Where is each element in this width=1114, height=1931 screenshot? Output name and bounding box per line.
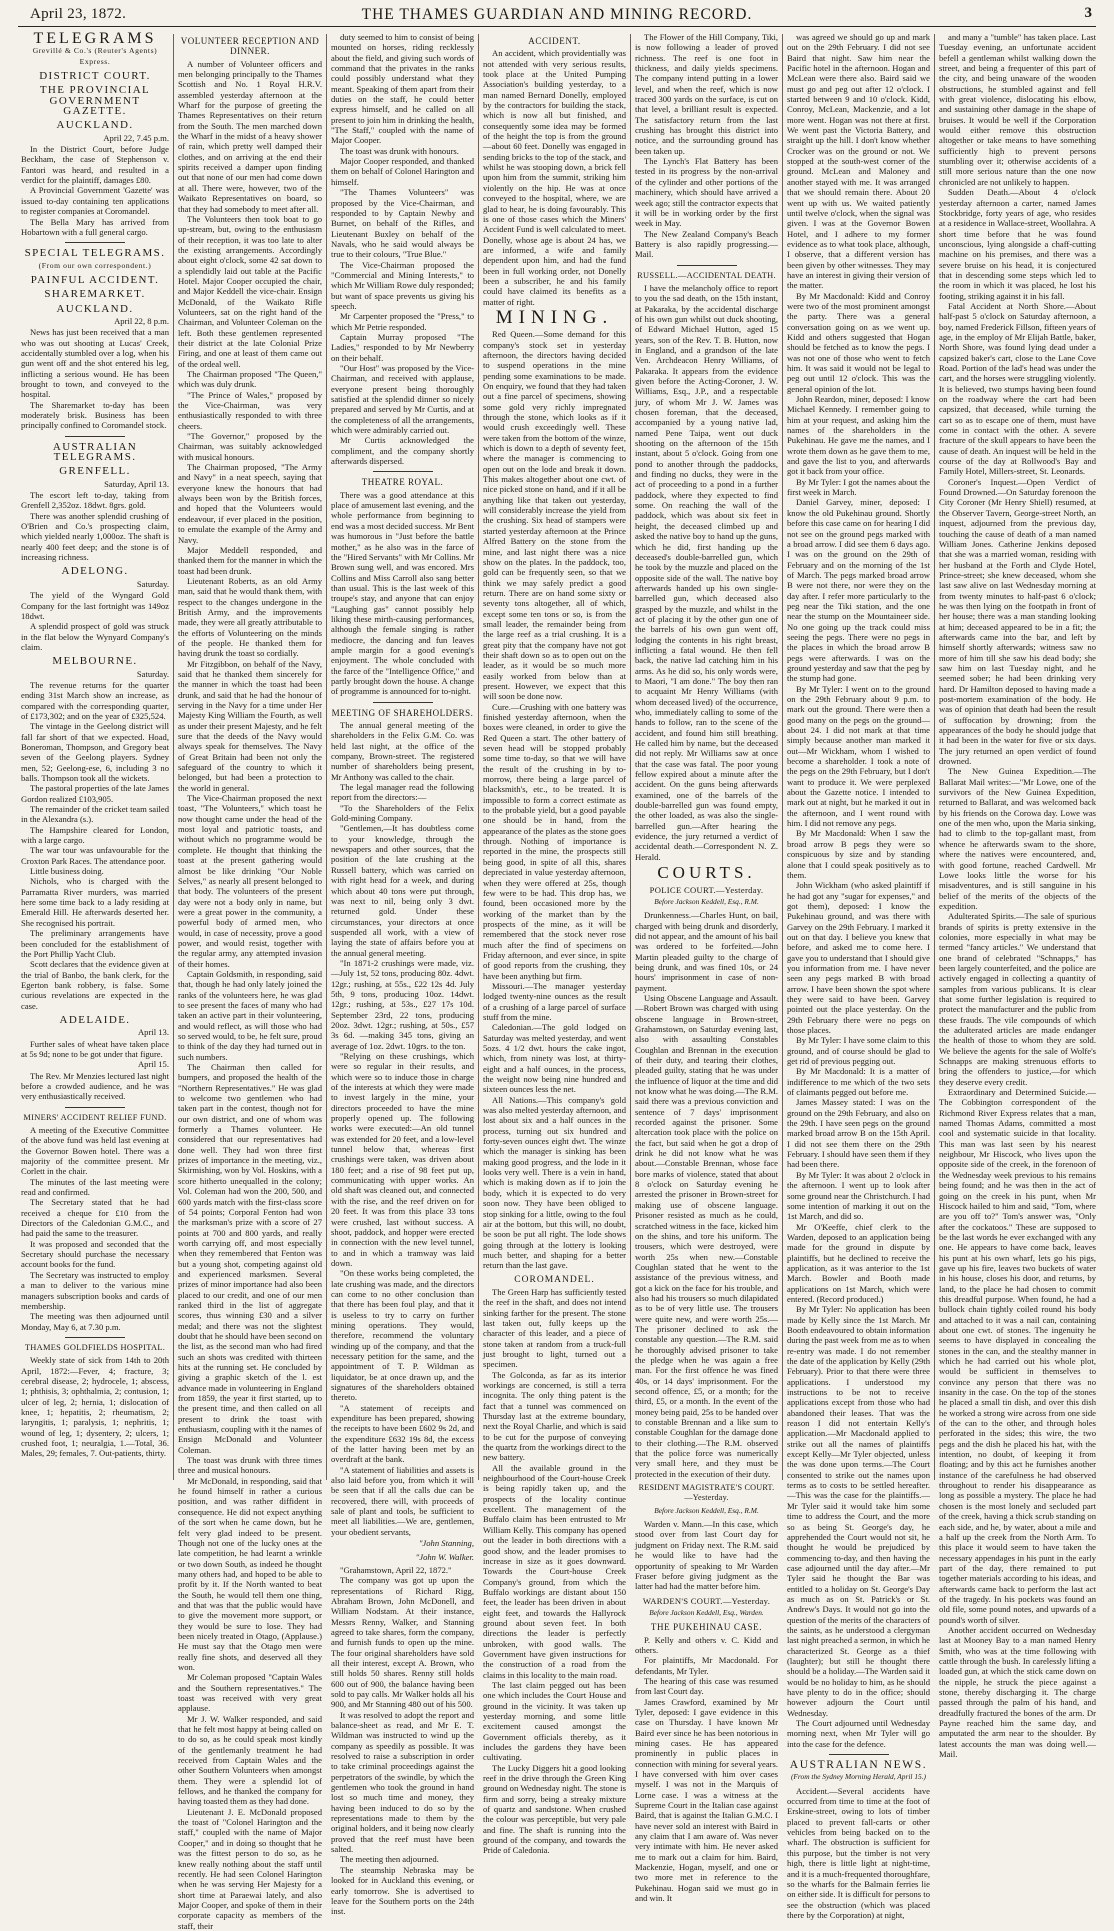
article-paragraph: Lieutenant Roberts, as an old Army man, said that he would thank them, with respect to the changes undergone in the British Army, and the improvements made, they were all greatly attributable to the efforts of Volunteering on the minds of the people. He thanked them for having drunk the toast so cordially. [178, 575, 322, 659]
signature: "John W. Walker. [415, 1551, 474, 1562]
article-paragraph: There was a good attendance at this place of amusement last evening, and the whole performance from beginning to end was a most decided success. Mr Bent was humorous in "Just before the battle mother," as he also was in the farce of the "Hired Servants" with Mr Collins. Mr Brown sung well, and was encored. Mrs Collins and Miss Carroll also sang better than usual. This is the last week of this troupe's stay, and anyone that can enjoy "Laughing gas" cannot possibly help liking these mirth-causing performances, although the female singing is rather mediocre, the dancing and fun leaves ample margin for a good evening's enjoyment. The whole concluded with the farce of the "Intelligence Office," and partly brought down the house. A change of programme is announced for to-night. [331, 489, 474, 697]
dateline: Saturday, April 13. [104, 478, 169, 489]
article-paragraph: All the available ground in the neighbourhood of the Court-house Creek is being rapidly taken up, and the prospects of the locality continue excellent. The management of the Buffalo claim has been entrusted to Mr William Kelly. This company has opened out the leader in both directions with a good show, and the leader promises to increase in size as it goes downward. Towards the Court-house Creek Company's ground, from which the Buffalo workings are distant about 150 feet, the leader has been driven in about eight feet, and towards the Hallyrock ground about seven feet. In both directions the leader is perfectly unbroken, with good walls. The Government have given instructions for the construction of a road from the claims in this locality to the main road. [483, 1462, 626, 1680]
article-paragraph: By Mr Tyler: No application has been made by Kelly since the 1st March. Mr Booth endeavoured to obtain information during the past week from me as to when re-entry was made. I do not remember the date of the application by Kelly (29th February). Prior to that there were three applications. I understood my instructions to be not to receive applications except from those who had abandoned their leases. That was the reason I did not entertain Kelly's application.—Mr Macdonald applied to strike out all the names of plaintiffs except Kelly—Mr Tyler objected, unless the was done upon terms.—The Court consented to strike out the names upon terms as to costs to be settled hereafter.—This was the case for the plaintiffs.—Mr Tyler said it would take him some time to address the Court, and the more so as being St. George's day, he apprehended the Court would not sit, he thought he would be prejudiced by commencing to-day, and then having the case adjourned until the day after.—Mr Tyler said he thought the Bar was entitled to a holiday on St. George's Day as much as on St. Patrick's or St. Andrew's Days. It would not go into the question of the merits of the characters of the saints, as he understood a clergyman last night preached a sermon, in which he characterized St. George as a thief (laughter); but still he thought there should be a holiday.—The Warden said it would be no holiday to him, as he should have plenty to do in the office; should however adjourn the Court until Wednesday. [787, 1304, 930, 1718]
column-rule [326, 34, 327, 1480]
article-paragraph: Missouri.—The manager yesterday lodged twenty-nine ounces as the result of a crushing of a large parcel of surface stuff from the mine. [483, 980, 626, 1022]
article-paragraph: By Mr Macdonald: Kidd and Conroy were two of the most prominent amongst the party. There was a general conversation going on as we went up. Kidd and others suggested that Hogan should be fetched as to know the pegs. I was not one of those who went to fetch him. It was said it would not be legal to peg out until 12 o'clock. This was the general opinion of the lot. [787, 290, 930, 394]
signature: "John Stanning, [418, 1538, 474, 1549]
column-rule [173, 34, 174, 1480]
magistrate-line: Before Jackson Keddell, Esq., R.M. [654, 896, 759, 906]
divider [65, 1107, 125, 1108]
article-paragraph: Caledonian.—The gold lodged on Saturday was melted yesterday, and went 5ozs. 4 1/2 dwt. hours the cake ingot, which, from ninety was lost, at thirty-eight and a half ounces, in the process, the weight now being nine hundred and sixteen ounces less the net. [483, 1022, 626, 1095]
article-paragraph: Mr Coleman proposed "Captain Wales and the Southern representatives." The toast was received with very great applause. [178, 1672, 322, 1714]
article-paragraph: "Grahamstown, April 22, 1872." [340, 1564, 452, 1575]
article-paragraph: Mr O'Keeffe, chief clerk to the Warden, deposed to an application being made for the ground in dispute by plaintiffs, but he declined to receive the application, as it was anterior to the 1st March. Bowler and Booth made applications on 1st March, which were entered. (Record produced.) [787, 1221, 930, 1304]
news-source: (From the Sydney Morning Herald, April 15.) [790, 1772, 927, 1782]
article-paragraph: The Lynch's Flat Battery has been tested in its progress by the non-arrival of the cylinder and other portions of the machinery, which should have arrived a week ago; still the contractor expects that it will be in working order by the first week in May. [635, 156, 778, 229]
column-7 [939, 32, 1096, 1760]
divider [829, 1754, 889, 1755]
article-paragraph: For plaintiffs, Mr Macdonald. For defendants, Mr Tyler. [635, 1655, 778, 1676]
article-paragraph: Mr J. W. Walker responded, and said that he felt most happy at being called on to do so, as he could speak most kindly of the gentlemanly treatment he had received from Captain Wales and the other Southern Volunteers when amongst them. They were a splendid lot of fellows, and he thanked the company for having toasted them as they had done. [178, 1713, 322, 1807]
column-rule [782, 34, 783, 1480]
article-paragraph: Captain Murray proposed "The Ladies," responded to by Mr Newberry on their behalf. [331, 331, 474, 363]
article-paragraph: The Sharemarket to-day has been moderately brisk. Business has been principally confined to Coromandel stock. [21, 399, 169, 431]
article-paragraph: The Volunteers then took boat to go up-stream, but, owing to the enthusiasm of their reception, it was too late to alter the existing arrangements. Accordingly about eight o'clock, some 42 sat down to a splendidly laid out table at the Pacific Hotel. Major Cooper occupied the chair, and Major Keddell the vice-chair. Ensign McDonald, of the Waikato Rifle Volunteers, sat on the right hand of the Chairman, and Volunteer Coleman on the left. Both these gentlemen represented their district at the late Colonial Prize Firing, and one at least of them came out of the ordeal well. [178, 213, 322, 369]
shareholders-meeting-heading: MEETING OF SHAREHOLDERS. [331, 707, 474, 718]
article-paragraph: The yield of the Wyngard Gold Company for the last fortnight was 149oz 18dwt. [21, 590, 169, 621]
divider [65, 242, 125, 243]
article-paragraph: The pastoral properties of the late James Gordon realized £103,905. [21, 783, 169, 804]
article-paragraph: Accident.—Several accidents have occurred from time to time at the foot of Erskine-street, owing to lots of timber placed to prevent fall-carts or other vehicles from being backed on to the wharf. The obstruction is sufficient for this purpose, but the timber is not very high, there is little light at night-time, and it is a much-frequented thoroughfare, so the wharfs for the Balmain ferries lie on either side. It is difficult for persons to see the obstruction (which was placed there by the Corporation) at night, [787, 1785, 930, 1920]
article-paragraph: Mr Carpenter proposed the "Press," to which Mr Petrie responded. [331, 311, 474, 332]
article-paragraph: The steamship Nebraska may be looked for in Auckland this evening, or early tomorrow. She is advertised to leave for the Southern ports on the 24th inst. [331, 1864, 474, 1917]
article-paragraph: Major Meddell responded, and thanked them for the manner in which the toast had been drunk. [178, 544, 322, 576]
police-court-heading: POLICE COURT.—Yesterday. [649, 884, 764, 895]
column-4 [483, 32, 626, 1856]
article-paragraph: Warden v. Mann.—In this case, which stood over from last Court day for judgment on Friday next. The R.M. said he would like to have had the opportunity of speaking to Mr Warden Fraser before giving judgment as the latter had had the matter before him. [635, 1519, 778, 1592]
article-paragraph: The minutes of the last meeting were read and confirmed. [21, 1176, 169, 1198]
article-paragraph: Weekly state of sick from 14th to 20th April, 1872:—Fever, 4; fracture, 3; cerebral disease, 2; hydrocele, 1; abscess, 1; phthisis, 3; ophthalmia, 2; contusion, 1; ulcer of leg, 2; hernia, 1; dislocation of knee, 1; hepatitis, 2; rheumatism, 2; laryngitis, 1; paralysis, 1; nephritis, 1; wound of leg, 1; dysentery, 2; ulcers, 1; crushed foot, 1; neuralgia, 1.—Total, 36. Males, 29; females, 7. Out-patients, thirty. [21, 1355, 169, 1459]
article-paragraph: The legal manager read the following report from the directors:— [331, 782, 474, 803]
article-paragraph: Red Queen.—Some demand for this company's stock set in yesterday afternoon, the directors having decided to suspend operations in the mine pending some examinations to be made. On enquiry, we found that they had taken out a fine parcel of specimens, showing some gold very richly impregnated through the stone, which looks as if it would crush exceedingly well. These were taken from the bottom of the winze, which is down to a depth of seventy feet, where the manager is commencing to open out on the lode and break it down. This makes altogether about one cwt. of nice picked stone on hand, and if it all be anything like that taken out yesterday, will considerably increase the yield from the crushing. Six head of stampers were started yesterday afternoon at the Prince Alfred Battery on the stone from the mine, and last night there was a nice show on the plates. In the paddock, too, gold can be frequently seen, so that we think we may safely predict a good return. There are on hand some sixty or seventy tons altogether, all of which, except some ten tons or so, is from the small leader, the remainder being from the large reef as a trial crushing. It is a great pity that the company have not got their shaft down so as to open out on the leader, as it would be so much more easily worked from below than at present. However, we expect that this will soon be done now. [483, 329, 626, 702]
newspaper-title: THE THAMES GUARDIAN AND MINING RECORD. [361, 6, 753, 23]
article-paragraph: Mr Curtis acknowledged the compliment, and the company shortly afterwards dispersed. [331, 435, 474, 467]
article-paragraph: Mr McDonald, in responding, said that he found himself in rather a curious position, and was rather diffident in consequence. He did not expect anything of the sort when he came down, but he felt very glad indeed to be present. Though not one of the lucky ones at the late competition, he had learnt a wrinkle or two down South, as indeed he thought many others had, and hoped to be able to profit by it. If the North wanted to beat the South, he would tell them one thing, and that was that the public would have to give the movement more support, or they would be sure to lose. They had been nicely treated in Otago, (Applause.) He must say that the Otago men were really fine shots, and deserved all they won. [178, 1475, 322, 1672]
article-paragraph: Lieutenant J. E. McDonald proposed the toast of "Colonel Harington and the staff," coupled with the name of Major Cooper," and in doing so thought that he was the fittest person to do so, as he knew really nothing about the staff until recently. He had seen Colonel Harington when he was serving Her Majesty for a short time at Paraewai lately, and also Major Cooper, and spoke of them in their corporate capacity as members of the staff, their [178, 1806, 322, 1931]
column-2 [178, 32, 322, 1931]
article-paragraph: All Nations.—This company's gold was also melted yesterday afternoon, and lost about six and a half ounces in the process, turning out six hundred and forty-seven ounces eight dwt. The winze which the manager is sinking has been making good progress, and the lode in it looks very well. There is a vein in hand, which is making down as if to join the body, which it is expected to do very soon now. They have been obliged to stop sinking for a little, owing to the foul air at the bottom, but this will, no doubt, be soon be put all right. The lode shows going through at the lottery is looking much better, and shaping for a better return than the last gave. [483, 1094, 626, 1271]
article-paragraph: Coroner's Inquest.—Open Verdict of Found Drowned.—On Saturday forenoon the City Coroner (Mr Henry Shiell) resumed, at the Observer Tavern, George-street North, an inquest, adjourned from the previous day, touching the cause of death of a man named William Jones. Catherine Jenkins deposed that she was a married woman, residing with her husband at the Forth and Clyde Hotel, Prince-street; she knew deceased, whom she last saw alive on last Wednesday morning at from twenty minutes to half-past 6 o'clock; he was then lying on the footpath in front of her house; there was a man standing looking at him; deceased appeared to be in a fit; the afterwards came into the bar, and left by himself shortly afterwards; witness saw no more of him till she saw his dead body; she saw him on last Tuesday night, and he seemed sober; he had been drinking very hard. Dr Hamilton deposed to having made a post-mortem examination of the body. He was of opinion that death had been the result of suffocation by drowning; from the appearances of the body he should judge that it had been in the water for five or six days. The jury returned an open verdict of found drowned. [939, 476, 1096, 767]
article-paragraph: Further sales of wheat have taken place at 5s 9d; none to be got under that figure. [21, 1038, 169, 1059]
article-paragraph: "A statement of receipts and expenditure has been prepared, showing the receipts to have been £602 9s 2d, and the expenditure £632 19s 8d, the excess of the latter having been met by an overdraft at the bank. [331, 1402, 474, 1465]
russell-heading: RUSSELL.—ACCIDENTAL DEATH. [637, 270, 776, 280]
article-paragraph: Major Cooper responded, and thanked them on behalf of Colonel Harington and himself. [331, 156, 474, 187]
article-paragraph: Mr Fitzgibbon, on behalf of the Navy, said that he thanked them sincerely for the manner in which the toast had been drunk, and said that he had the honour of serving in the Navy for a time under Her Majesty King William the Fourth, as well as under their present Majesty, and he felt sure that the deeds of the Navy would always speak for themselves. The Navy of Great Britain had been not only the safeguard of the country to which it belonged, but had been a protection to the world in general. [178, 658, 322, 793]
article-paragraph: The vintage in the Geelong district will fall far short of that we expected. Hoad, Boneroman, Thompson, and Gregory beat seven of the Geelong players. Sydney men, 52; Geelong-ese, 6, including 3 no balls. Thompson took all the wickets. [21, 721, 169, 783]
article-paragraph: The toast was drunk with honours. [340, 145, 459, 156]
divider [65, 1337, 125, 1338]
hospital-heading: THAMES GOLDFIELDS HOSPITAL. [24, 1342, 166, 1352]
volunteer-reception-heading: VOLUNTEER RECEPTION AND DINNER. [180, 36, 320, 57]
article-paragraph: The New Guinea Expedition.—The Ballarat Mail writes:—"Mr Lowe, one of the survivors of the New Guinea Expedition, returned to Ballarat, and was welcomed back by his friends on the Corowa day. Lowe was one of the men who, upon the Maria sinking, had to climb to the top-gallant mast, from whence he afterwards swam to the shore, where the natives were encountered, and, with good fortune, reached Cardwell. Mr Lowe looks little the worse for his misadventures, and is still sanguine in his belief of the merits of the objects of the expedition. [939, 766, 1096, 911]
article-paragraph: By Mr Tyler: I got the names about the first week in March. [787, 476, 930, 498]
article-paragraph: Sudden Death.—About 4 o'clock yesterday afternoon a carter, named James Stockbridge, forty years of age, who resides at a residence in Wallace-street, Woollahra. A short time before that he was found unconscious, lying alongside a chaff-cutting machine on his premises, and there was a severe bruise on his head, it is conjectured that in descending some steps which led to the room in which it was placed, he lost his footing, striking against it in his fall. [939, 187, 1096, 301]
article-paragraph: The Golconda, as far as its interior workings are concerned, is still a terra incognita. The only thing patent is the fact that a tunnel was commenced on Thursday last at the extreme boundary, next the Royal Charlie, and which is said to be cut for the purpose of conveying the quartz from the workings direct to the new battery. [483, 1369, 626, 1463]
dateline: April 13. [137, 1027, 169, 1038]
relief-fund-heading: MINERS' ACCIDENT RELIEF FUND. [23, 1112, 167, 1122]
divider [677, 265, 737, 266]
article-paragraph: A splendid prospect of gold was struck in the flat below the Wynyard Company's claim. [21, 621, 169, 652]
article-paragraph: By Mr Macdonald: It is a matter of indifference to me which of the two sets of claimants pegged out before me. [787, 1066, 930, 1098]
warden-line: Before Jackson Keddell, Esq., Warden. [649, 1607, 764, 1617]
article-paragraph: John Reardon, miner, deposed: I know Michael Kennedy. I remember going to him at your request, and asking him the names of the shareholders in the Pukehinau. He gave me the names, and I wrote them down as he gave them to me, and gave the list to you, and afterwards got it back from your office. [787, 394, 930, 477]
auckland-heading: AUCKLAND. [56, 119, 134, 132]
article-paragraph: "In 1871-2 crushings were made, viz.—July 1st, 52 tons, producing 80z. 4dwt. 12gr.; rushing, at 55s., £22 12s 4d. July 5th, 9 tons, producing 10oz. 14dwt. 12gr.; rushing, at 53s., £27 17s 10d. September 23rd, 22 tons, producing 20oz. 3dwt. 12gr.; rushing, at 50s., £57 3s 6d. —making 345 tons, giving an average of 1oz. 2dwt. 10grs. to the ton. [331, 957, 474, 1051]
article-paragraph: By Mr Tyler: I have some claim to this ground, and of course should be glad to get rid of previous pegging out. [787, 1035, 930, 1067]
article-paragraph: Scott declares that the evidence given at the trial of Banbo, the bank clerk, for the Egerton bank robbery, is false. Some curious revelations are expected in the case. [21, 959, 169, 1011]
telegrams-heading: TELEGRAMS [33, 30, 157, 47]
article-paragraph: Nichols, who is charged with the Parramatta River murders, was married here some time back to a lady residing at Emerald Hill. He afterwards deserted her. She recognised his portrait. [21, 876, 169, 928]
courts-heading: COURTS. [657, 863, 756, 883]
article-paragraph: The Chairman proposed, "The Army and Navy" in a neat speech, saying that everyone knew the honours that had always been won by the British forces, and hoped that the Volunteers would endeavour, if ever placed in the position, to emulate the example of the Army and Navy. [178, 462, 322, 545]
dateline: April 22, 8 p.m. [114, 315, 169, 326]
dateline: April 15. [137, 1059, 169, 1070]
dateline: Saturday. [136, 668, 169, 679]
mining-heading: MINING. [495, 306, 614, 328]
column-1 [21, 32, 169, 1484]
article-paragraph: "Relying on these crushings, which were so regular in their results, and which were so to induce those in charge of the interests at which they were made to invest largely in the mine, your directors proceeded to have the mine properly opened up. The following works were executed:—An old tunnel was extended for 20 feet, and a low-level tunnel below that, whereas first crushings were taken, was driven about 180 feet; and a rise of 98 feet put up, communicating with upper works. An old shaft was cleaned out, and connected with the rise, and the reef driven on for 20 feet. It was from this place 33 tons were crushed, last without success. A shoot, paddock, and hopper were erected in connection with the new level tunnel, to and in which a tramway was laid down. [331, 1051, 474, 1268]
special-credit: (From our own correspondent.) [38, 260, 152, 270]
article-paragraph: The meeting was then adjourned until Monday, May 6, at 7.30 p.m. [21, 1311, 169, 1332]
pukehinau-heading: THE PUKEHINAU CASE. [650, 1622, 763, 1633]
coromandel-heading: COROMANDEL. [514, 1274, 595, 1285]
article-paragraph: The meeting then adjourned. [340, 1854, 439, 1865]
article-paragraph: The Chairman then called for bumpers, and proposed the health of the "Northern Representatives." He was glad to welcome two gentlemen who had taken part in the contest, though not for our own district, and one of whom was formerly a Thames volunteer. He considered that our representatives had done well. They had won three first prizes of importance in the meeting, viz., Skirmishing, won by Vol. Hoskins, with a score hitherto unequalled in the colony; Vol. Coleman had won the 200, 500, and 600 yards match with the first-class score of 54 points; Corporal Fenton had won the marksman's prize with a score of 27 points at 700 and 800 yards, and really worth carrying off, and most especially when they remembered that Fenton was but a young shot, competing against old and experienced marksmen. Several prizes of minor importance had also been placed to our credit, and one of our men ranked third in the list of aggregate scores, thus winning £30 and a silver medal; and there was not the slightest doubt that he should have been second on the list, as the second man who had fired such an shots was credited with thirteen hits at the running set. He concluded by giving a graphic sketch of the l. est advance made in volunteering in England from 1859, the year it first started, up to the present time, and then called on all present to drink the toast with enthusiasm, coupling with it the names of Ensign McDonald and Volunteer Coleman. [178, 1062, 322, 1455]
article-paragraph: The Bella Mary has arrived from Hobartown with a full general cargo. [21, 216, 169, 237]
article-paragraph: "On these works being completed, the late crushing was made, and the directors can come to no other conclusion than that there has been foul play, and that it is useless to try to carry on further mining operations. They would, therefore, recommend the voluntary winding up of the company, and that the necessary petition for the same, and the appointment of T. P. Wildman as liquidator, be at once drawn up, and the signatures of the shareholders obtained thereto. [331, 1268, 474, 1403]
article-paragraph: In the District Court, before Judge Beckham, the case of Stephenson v. Fantori was heard, and resulted in a verdict for the plaintiff, damages £80. [21, 144, 169, 186]
article-paragraph: The company was got up upon the representations of Richard Rigg, Abraham Brown, John McDonell, and William Nodstam. At their instance, Messrs Renny, Walker, and Stanning agreed to take shares, form the company, and furnish funds to open up the mine. The four original shareholders have sold all their interest, except A. Brown, who still holds 50 shares. Renny still holds 600 out of 900, the balance having been sold to pay calls. Mr Walker holds all his 900, and Mr Stanning 480 out of his 500. [331, 1575, 474, 1710]
article-paragraph: News has just been received that a man who was out shooting at Lucas' Creek, accidentally stumbled over a log, when his gun went off and the shot entered his leg, inflicting a serious wound. He has been brought to town, and conveyed to the hospital. [21, 327, 169, 400]
article-paragraph: By Mr Tyler: It was about 2 o'clock in the afternoon. I went up to look after some ground near the Christchurch. I had some intention of marking it out on the 1st March, and did so. [787, 1169, 930, 1222]
article-paragraph: The toast was drunk with three times three and musical honours. [178, 1455, 322, 1476]
article-paragraph: The Vice-Chairman proposed the next toast, "The Volunteers," which toast he now thought came under the head of the most loyal and patriotic toasts, and without which no programme would be complete. He thought that thinking the toast at the present gathering would almost be like drinking "Our Noble Selves," as nearly all present belonged to that body. The volunteers of the present day were not a body only in name, but were a great power in the community, a powerful body of armed men, who would, in case of necessity, prove a good power, and would resist, together with the regular army, any attempted invasion of their homes. [178, 793, 322, 969]
article-paragraph: A meeting of the Executive Committee of the above fund was held last evening at the Governor Bowen hotel. There was a majority of the committee present. Mr Corlett in the chair. [21, 1125, 169, 1177]
auckland-heading: AUCKLAND. [56, 302, 134, 315]
melbourne-heading: MELBOURNE. [52, 655, 138, 668]
article-paragraph: "The Governor," proposed by the Chairman, was suitably acknowledged with musical honours. [178, 431, 322, 462]
adelaide-heading: ADELAIDE. [59, 1013, 131, 1026]
dateline: April 22, 7.45 p.m. [103, 132, 169, 143]
article-paragraph: It was resolved to adopt the report and balance-sheet as read, and Mr E. T. Wildman was instructed to wind up the company as speedily as possible. It was resolved to raise a subscription in order to take criminal proceedings against the perpetrators of the swindle, by which the gentlemen who took the ground in hand lost so much time and money, they having been induced to do so by the representations made to them by the original holders, and it being now clearly proved that the reef must have been salted. [331, 1709, 474, 1855]
article-paragraph: James Crawford, examined by Mr Tyler, deposed: I gave evidence in this case on Thursday. I have known Mr Baird ever since he has been notorious in mining cases. He has appeared prominently in public places in connection with mining for several years. I have conversed with him over cases myself. I was not in the Marquis of Lorne case. I was a witness at the Supreme Court in the Italian case against Baird, that is against the Italian G.M.C. I have never sold an interest with Baird in any claim that I am aware of. Was never very intimate with him. He never asked me to mark out a claim for him. Baird, Mackenzie, Hogan, myself, and one or two more met in reference to the Pukehinau. Hogan said we must go in and win. It [635, 1696, 778, 1904]
telegrams-credit: Grevillé & Co.'s (Reuter's Agents) Express. [32, 46, 158, 66]
article-paragraph: The Secretary was instructed to employ a man to deliver to the various mine managers subscription books and cards of membership. [21, 1269, 169, 1311]
magistrate-line: Before Jackson Keddell, Esq., R.M. [654, 1505, 759, 1515]
article-paragraph: P. Kelly and others v. C. Kidd and others. [635, 1634, 778, 1655]
article-paragraph: A Provincial Government 'Gazette' was issued to-day containing ten applications to register companies at Coromandel. [21, 185, 169, 217]
article-paragraph: It was proposed and seconded that the Secretary should purchase the necessary account books for the fund. [21, 1238, 169, 1270]
adelong-heading: ADELONG. [61, 565, 129, 578]
painful-accident-heading: PAINFUL ACCIDENT. [30, 273, 160, 286]
article-paragraph: The annual general meeting of the shareholders in the Felix G.M. Co. was held last night, at the office of the company, Brown-street. The registered number of shareholders being present, Mr Anthony was called to the chair. [331, 720, 474, 782]
resident-court-heading: RESIDENT MAGISTRATE'S COURT.—Yesterday. [638, 1483, 775, 1503]
article-paragraph: The Hampshire cleared for London, with a large cargo. [21, 824, 169, 846]
masthead [18, 4, 1096, 27]
article-paragraph: The Rev. Mr Menzies lectured last night before a crowded audience, and he was very enthusiastically received. [21, 1070, 169, 1102]
article-paragraph: The Vice-Chairman proposed the "Commercial and Mining Interests," to which Mr William Rowe duly responded; but want of space prevents us giving his speech. [331, 259, 474, 311]
grenfell-heading: GRENFELL. [59, 465, 131, 478]
article-paragraph: The last claim pegged out has been one which includes the Court House and ground in the vicinity. It was taken up yesterday morning, and some little excitement caused amongst the Government officials thereby, as it includes the gardens they have been cultivating. [483, 1679, 626, 1763]
article-paragraph: "The Thames Volunteers" was proposed by the Vice-Chairman, and responded to by Captain Newby and Burnet, on behalf of the Rifles, and Lieutenant Buxley on behalf of the Navals, who he said would always be true to their colours, "True Blue." [331, 187, 474, 260]
article-paragraph: "Our Host" was proposed by the Vice-Chairman, and received with applause, everyone present being thoroughly satisfied at the splendid dinner so nicely prepared and served by Mr Curtis, and at the completeness of all the arrangements, which were admirably carried out. [331, 363, 474, 436]
australian-telegrams-heading: AUSTRALIAN TELEGRAMS. [52, 440, 138, 464]
article-paragraph: The war tour was unfavourable for the Croxton Park Races. The attendance poor. [21, 845, 169, 866]
divider [65, 436, 125, 437]
article-paragraph: The preliminary arrangements have been concluded for the establishment of the Port Phillip Yacht Club. [21, 928, 169, 959]
article-paragraph: The hearing of this case was resumed from last Court day. [635, 1675, 778, 1697]
article-paragraph: duty seemed to him to consist of being mounted on horses, riding recklessly about the field, and giving such words of command that the privates in the ranks could possibly understand what they meant. Speaking of them apart from their duties on the staff, he could better express himself, and he called on all present to join him in drinking the health, "The Staff," coupled with the name of Major Cooper. [331, 32, 474, 146]
article-paragraph: Using Obscene Language and Assault.—Robert Brown was charged with using obscene language in Brown-street, Grahamstown, on Saturday evening last, also with assaulting Constables Coughlan and Brennan in the execution of their duty, and tearing their clothes, pleaded guilty, stating that he was under the influence of liquor at the time and did not know what he was doing.—The R.M. said there was a previous conviction and sentence of 7 days' imprisonment recorded against the prisoner. Some altercation took place with the police on the fact, but said when he got a drop of drink he did not know what he was about.—Constable Brennan, whose face bore marks of violence, stated that about 8 o'clock on Saturday evening he arrested the prisoner in Brown-street for making use of obscene language. Prisoner resisted as much as he could, scratched witness in the face, kicked him on the shins, and tore his uniform. The trousers, which were destroyed, were worth 25s when new.—Constable Coughlan stated that he went to the assistance of the previous witness, and got a kick on the face for his trouble, and also had his trousers so much dilapidated as to be of very little use. The trousers were quite new, and were worth 25s.—The prisoner declined to ask the constable any question.—The R.M. said he thoroughly advised prisoner to take the pledge when he was again a free man. For the first offence he was fined 40s, or 14 days' imprisonment. For the second offence, £5, or a month; for the third, £5, or a month. In the event of the money being paid, 25s to be handed over to constable Brennan and a like sum to constable Coughlan for the damage done to their clothing.—The R.M. observed that the police force was numerically very small here, and they must be protected in the execution of their duty. [635, 992, 778, 1479]
accident-heading: ACCIDENT. [528, 36, 581, 46]
theatre-royal-heading: THEATRE ROYAL. [361, 477, 444, 488]
article-paragraph: Captain Goldsmith, in responding, said that, though he had only lately joined the ranks of the volunteers here, he was glad to see present the faces of many who had taken an active part in their volunteering, and would reflect, as will those who had so served would, to be, he felt sure, proud to think of the day they had turned out in such numbers. [178, 968, 322, 1062]
article-paragraph: The revenue returns for the quarter ending 31st March show an increase, as compared with the corresponding quarter, of £173,302; and on the year of £325,524. [21, 679, 169, 721]
article-paragraph: Adulterated Spirits.—The sale of spurious brands of spirits is pretty extensive in the colonies, more especially in what may be termed "fancy articles." We understand that one brand of celebrated "Schnapps," has been largely counterfeited, and the police are actively engaged in collecting a quantity of samples from various publicans. It is clear that some further legislation is required to protect the manufacturer and the public from these frauds. The vile compounds of which the adulterated articles are made endanger the health of those to whom they are sold. We believe the agents for the sale of Wolfe's Schnapps are making strenuous efforts to bring the offenders to justice,—for which they deserve every credit. [939, 911, 1096, 1087]
sharemarket-heading: SHAREMARKET. [44, 288, 146, 301]
article-paragraph: Drunkenness.—Charles Hunt, on bail, charged with being drunk and disorderly, did not appear, and the amount of his bail was ordered to be forfeited.—John Martin pleaded guilty to the charge of being drunk, and was fined 10s, or 24 hours' imprisonment in case of non-payment. [635, 910, 778, 993]
dateline: Saturday. [136, 578, 169, 589]
article-paragraph: Fatal Accident at North Shore.—About half-past 5 o'clock on Saturday afternoon, a boy, named Frederick Fillson, fifteen years of age, in the employ of Mr Elijah Battle, baker, North Shore, was found lying dead under a capsized baker's cart, close to the Lane Cove Road. Portion of the lad's head was under the cart, and the horses were struggling violently. It is believed, two stumps having been found on the roadway where the cart had been capsized, that deceased, while turning the cart so as to escape one of them, must have come in contact with the other. A severe fracture of the skull appears to have been the cause of death. An inquest will be held in the course of the day at Rollwood's Bay and Family Hotel, Millers-street, St. Leonards. [939, 300, 1096, 477]
divider [373, 702, 433, 703]
article-paragraph: By Mr Macdonald: When I saw the broad arrow B pegs they were so conspicuous by size and by standing alone that I could speak positively as to them. [787, 828, 930, 880]
article-paragraph: James Massey stated: I was on the ground on the 29th February, and also on the 29th. I have seen pegs on the ground marked broad arrow B on the 15th April. I did not see them there on the 29th February. I should have seen them if they had been there. [787, 1097, 930, 1170]
article-paragraph: The Secretary stated that he had received a cheque for £10 from the Directors of the Caledonian G.M.C., and had paid the same to the treasurer. [21, 1197, 169, 1239]
article-paragraph: Little business doing. [30, 866, 104, 877]
column-rule [934, 34, 935, 1480]
article-paragraph: The Flower of the Hill Company, Tiki, is now following a leader of proved richness. The reef is one foot in thickness, and daily yields specimens. The company intend putting in a lower level, and when the reef, which is now traced 300 yards on the surface, is cut on that level, a brilliant result is expected. The satisfactory return from the last crushing has brought this district into notice, and the surrounding ground has been taken up. [635, 32, 778, 156]
page-number: 3 [1084, 5, 1092, 21]
article-paragraph: Another accident occurred on Wednesday last at Mooney Bay to a man named Henry Smith, who was at the time following with cattle through the bush. In carelessly lifting a loaded gun, at which the stick came down on the nipple, he struck the piece against a stone, thereby discharging it. The charge passed through the palm of his hand, and dreadfully fractured the bones of the arm. Dr Payne reached him the same day, and amputated the arm near to the shoulder. By latest accounts the man was doing well.—Mail. [939, 1624, 1096, 1760]
article-paragraph: The Lucky Diggers hit a good looking reef in the drive through the Green King ground on Wednesday night. The stone is firm and sorry, being a streaky mixture of quartz and sandstone. When crushed the colour was perceptible, but very pale and fine. The shaft is running into the ground of the company, and towards the Pride of Caledonia. [483, 1762, 626, 1856]
article-paragraph: The Green Harp has sufficiently tested the reef in the shaft, and does not intend sinking farther for the present. The stone last taken out, fully keeps up the character of this leader, and a piece of stone taken at random from a truck-full just brought to light, turned out a specimen. [483, 1286, 626, 1370]
column-rule [630, 34, 631, 1480]
article-paragraph: "Gentlemen,—It has doubtless come to your knowledge, through the newspapers and other sources, that the position of the late crushing at the Russell battery, which was carried on with right head for a week, and during which about 40 tons were put through, was next to nil, being only 3 dwt. returned gold. Under these circumstances, your directors at once suspended all work, with a view of laying the state of affairs before you at the annual general meeting. [331, 823, 474, 958]
article-paragraph: Daniel Garvey, miner, deposed: I know the old Pukehinau ground. Shortly before this case came on for hearing I did not see on the ground pegs marked with a broad arrow. I did see them 6 days ago. I was on the ground on the 29th of February and on the morning of the 1st of March. The pegs marked broad arrow B were not there, nor were they on the day after. I refer more particularly to the peg near the Tiki station, and the one near the stump on the Mountaineer side. No one going up the track could miss seeing the pegs. There were no pegs in the places in which the broad arrow B pegs were afterwards. I was on the ground yesterday and saw that the peg by the stump had gone. [787, 497, 930, 684]
article-paragraph: Cure.—Crushing with one battery was finished yesterday afternoon, when the boxes were cleaned, in order to give the Red Queen a start. The other battery of seven head will be stopped probably some time to-day, so that we will have the result of the crushing in by to-morrow, there being a large parcel of blacksmith's, etc., to be treated. It is impossible to form a correct estimate as to the probable yield, but a good payable one should be in hand, from the appearance of the plates as the stone goes through. Nothing of importance is reported in the mine, the prospects still being good, in spite of all this, shares depreciated in value yesterday afternoon, when they were offered at 25s, though few were to be had. This drop has, we found, been occasioned more by the working of the market than by the prospects of the mine, as it will be remembered that the stock never rose much after the find of specimens on Friday afternoon, and ever since, in spite of good reports from the crushing, they have been anything but firm. [483, 701, 626, 981]
article-paragraph: An accident, which providentially was not attended with very serious results, took place at the United Pumping Association's building yesterday, to a man named Bernard Donelly, employed by the contractors for building the stack, which is now all but finished, and consequently some idea may be formed of the height the top is from the ground—about 60 feet. Donelly was engaged in sending bricks to the top of the stack, and whilst he was stooping down, a brick fell upon him from the summit, striking him violently on the hip. He was at once conveyed to the hospital, where, we are glad to hear, he is doing favourably. This is one of those cases which the Miners' Accident Fund is well calculated to meet. Donelly, whose age is about 24 has, we are informed, a wife and family dependent upon him, and had the fund been in full working order, not Donelly been a subscriber, he and his family could have claimed its benefits as a matter of right. [483, 48, 626, 307]
article-paragraph: The remainder of the cricket team sailed in the Alexandra (s.). [21, 804, 169, 825]
article-paragraph: The Court adjourned until Wednesday morning next, when Mr Tyler will go into the case for the defence. [787, 1718, 930, 1749]
column-5 [635, 32, 778, 1904]
article-paragraph: A number of Volunteer officers and men belonging principally to the Thames Scottish and No. 1 Royal H.R.V. assembled yesterday afternoon at the Wharf for the purpose of greeting the Thames Representatives on their return from the South. The men marched down the Wharf in the midst of a heavy shower of rain, which pretty well damped their clothes, and on arriving at the end their spirits received a damper upon finding out that none of our men had come down at all. There were, however, two of the Waikato Representatives on board, so that they had somebody to meet after all. [178, 58, 322, 214]
article-paragraph: was agreed we should go up and mark out on the 29th February. I did not see Baird that night. Saw him near the Pacific hotel in the afternoon. Hogan and McLean were there also. Baird said we must go and peg out after 12 o'clock. I started between 9 and 10 o'clock. Kidd, Conroy, McLean, Mackenzie, and a lot more went. Hogan was not there at first. We went past the Victoria Battery, and straight up the hill. I don't know whether Crocker was on the ground or not. We stopped at the south-west corner of the ground. McLean and Maloney and another stayed with me. It was arranged that we should remain there. About 20 went up with us. We waited patiently until twelve o'clock, when the signal was given. I was at the Governor Bowen Hotel, and I adhere to my former evidence as to what took place, although, I observe, that a different version has been given by other witnesses. They may have an interest in giving their version of the matter. [787, 32, 930, 291]
article-paragraph: "A statement of liabilities and assets is also laid before you, from which it will be seen that if all the calls due can be recovered, there will, with proceeds of sale of plant and tools, be sufficient to meet all liabilities.—We are, gentlemen, your obedient servants, [331, 1464, 474, 1537]
article-paragraph: The Chairman proposed "The Queen," which was duly drunk. [178, 369, 322, 390]
column-3 [331, 32, 474, 1917]
article-paragraph: Extraordinary and Determined Suicide.—The Cobbington correspondent of the Richmond River Express relates that a man, named Thomas Adams, committed a most cool and systematic suicide in that locality. This man was last seen by his nearest neighbour, Mr Hiscock, who lives upon the opposite side of the creek, in the forenoon of the Wednesday week previous to his remains being found; and he was then in the act of going on the creek in his punt, when Mr Hiscock hailed to him and said, "Tom, where are you off to?" Tom's answer was, "Only after the cockatoos." These are supposed to be the last words he ever exchanged with any one. He appears to have come back, leaves his punt at his own wharf, lets go his pigs, gave up his fire, leaves two buckets of water in his house, closes his door, and returns, by land, to the place he had chosen to commit this dreadful purpose. When found, he had a bullock chain tightly coiled round his body and attached to it was a nail can, containing about one cwt. of stones. The ingenuity he seems to have displayed in concealing the stones in the can, and the stealthy manner in which he had carried out his whole plot, would be sufficient in themselves to convince any person that there was no insanity in the case. On the top of the stones he placed a small tin dish, and over this dish he worked a strong wire across from one side of the can to the other, and through holes perforated in the sides; this wire, the two pegs and the dish he placed his hat, with the intention, no doubt, of keeping it from floating; and by this act he furnishes another instance of the carefulness he had observed throughout to render his disappearance as long as possible a mystery. The place he had chosen is the most lonely and secluded part of the creek, having a thick scrub standing on each side, and he, by water, about a mile and a half up the creek from the North Arm. To this place it would seem to have taken the necessary appendages in his punt in the early part of the day, there remained to put together materials according to his ideas, and afterwards came back to perform the last act of the tragedy. In his pockets was found an old file, some pound notes, and upwards of a pound's worth of silver. [939, 1087, 1096, 1625]
warden-court-heading: WARDEN'S COURT.—Yesterday. [642, 1595, 771, 1606]
article-paragraph: "The Prince of Wales," proposed by the Vice-Chairman, was very enthusiastically responded to with three cheers. [178, 389, 322, 431]
column-rule [478, 34, 479, 1480]
article-paragraph: I have the melancholy office to report to you the sad death, on the 15th instant, at Pakaraka, by the accidental discharge of his own gun whilst out duck shooting, of Edward Michael Hutton, aged 15 years, son of the Rev. T. B. Hutton, now in England, and a grandson of the late Ven. Archdeacon Henry Williams, of Pakaraka. It appears from the evidence given before the Acting-Coroner, J. W. Williams, Esq., J.P., and a respectable jury, of whom Mr J. W. James was chosen foreman, that the deceased, accompanied by a young native lad, named Pene Taipa, went out duck shooting on the afternoon of the 15th instant, about 5 o'clock. Going from one pond to another through the paddocks, and finding no ducks, they were in the act of proceeding to a pond in a further paddock, where they expected to find some. On reaching the wall of the paddock, which was about six feet in height, the deceased climbed up and asked the native boy to hand up the guns, which he did, first handing up the deceased's double-barrelled gun, which he took by the muzzle and placed on the opposite side of the wall. The native boy afterwards handed up his own single-barrelled gun, which deceased also grasped by the muzzle, and whilst in the act of placing it by the other gun one of the barrels of his own gun went off, lodging the contents in his right breast, inflicting a fatal wound. He then fell back, the native lad catching him in his arms. As he did so, his only words were, to Maori, "I am done." The boy then ran to acquaint Mr Henry Williams (with whom deceased lived) of the occurrence, who, immediately calling to some of the hands to follow, ran to the scene of the accident, and found him still breathing. He called him by name, but the deceased did not reply. Mr Williams saw at once that the case was fatal. The poor young fellow expired about a minute after the accident. On the guns being afterwards examined, one of the barrels of the double-barrelled gun was found empty, the other loaded, as was also the single-barrelled gun.—After hearing the evidence, the jury returned a verdict of accidental death.—Correspondent N. Z. Herald. [635, 282, 778, 862]
article-paragraph: The escort left to-day, taking from Grenfell 2,352oz. 18dwt. 8grs. gold. [21, 490, 169, 511]
article-paragraph: and many a "tumble" has taken place. Last Tuesday evening, an unfortunate accident befell a gentleman whilst walking down the street, and being a frequenter of this part of the city, and being unaware of the wooden obstructions, he stumbled against and fell with great violence, dislocating his elbow, and sustaining other damage in the shape of bruises. It would be well if the Corporation would either remove this obstruction altogether or take means to have something sufficiently high to prevent persons stumbling over it; otherwise accidents of a still more serious nature than the one now chronicled are not unlikely to happen. [939, 32, 1096, 187]
divider [373, 471, 433, 472]
issue-date: April 23, 1872. [30, 6, 127, 22]
article-paragraph: There was another splendid crushing of O'Brien and Co.'s prospecting claim, which yielded nearly 1,000oz. The shaft is nearly 400 feet deep; and the stone is of increasing richness. [21, 510, 169, 563]
column-6 [787, 32, 930, 1920]
australian-news-heading: AUSTRALIAN NEWS. [789, 1759, 928, 1772]
district-court-heading: DISTRICT COURT. [39, 70, 151, 83]
article-paragraph: John Wickham (who asked plaintiff if he had got any "sugar for expenses," and got them), deposed: I know the Pukehinau ground, and was there with Garvey on the 29th February. I marked it out on that day. I believe you knew that before, and asked me to come here. I gave you to understand that I should give you information from me. I have never seen any pegs marked B with broad arrow. I have been shown the spot where they were said to have been. Garvey pointed out the place yesterday. On the 29th February there were no pegs on those places. [787, 880, 930, 1035]
gazette-heading: THE PROVINCIAL GOVERNMENT GAZETTE. [39, 84, 151, 118]
special-telegrams-heading: SPECIAL TELEGRAMS. [24, 247, 166, 260]
article-paragraph: "To the Shareholders of the Felix Gold-mining Company. [331, 802, 474, 824]
article-paragraph: By Mr Tyler: I went on to the ground on the 29th February about 9 p.m. to mark out the ground. There were then a good many on the pegs on the ground—about 24. I did not mark at that time simply because another man marked it out—Mr Wickham, whom I wished to become a shareholder. I took a note of the pegs on the 29th February, but I don't want to produce it. We were perplexed about the Gazette notice. I intended to mark out at night, but he marked it out in the afternoon, and I went round with him. I did not remove any pegs. [787, 683, 930, 829]
article-paragraph: The New Zealand Company's Beach Battery is also rapidly progressing.—Mail. [635, 228, 778, 260]
